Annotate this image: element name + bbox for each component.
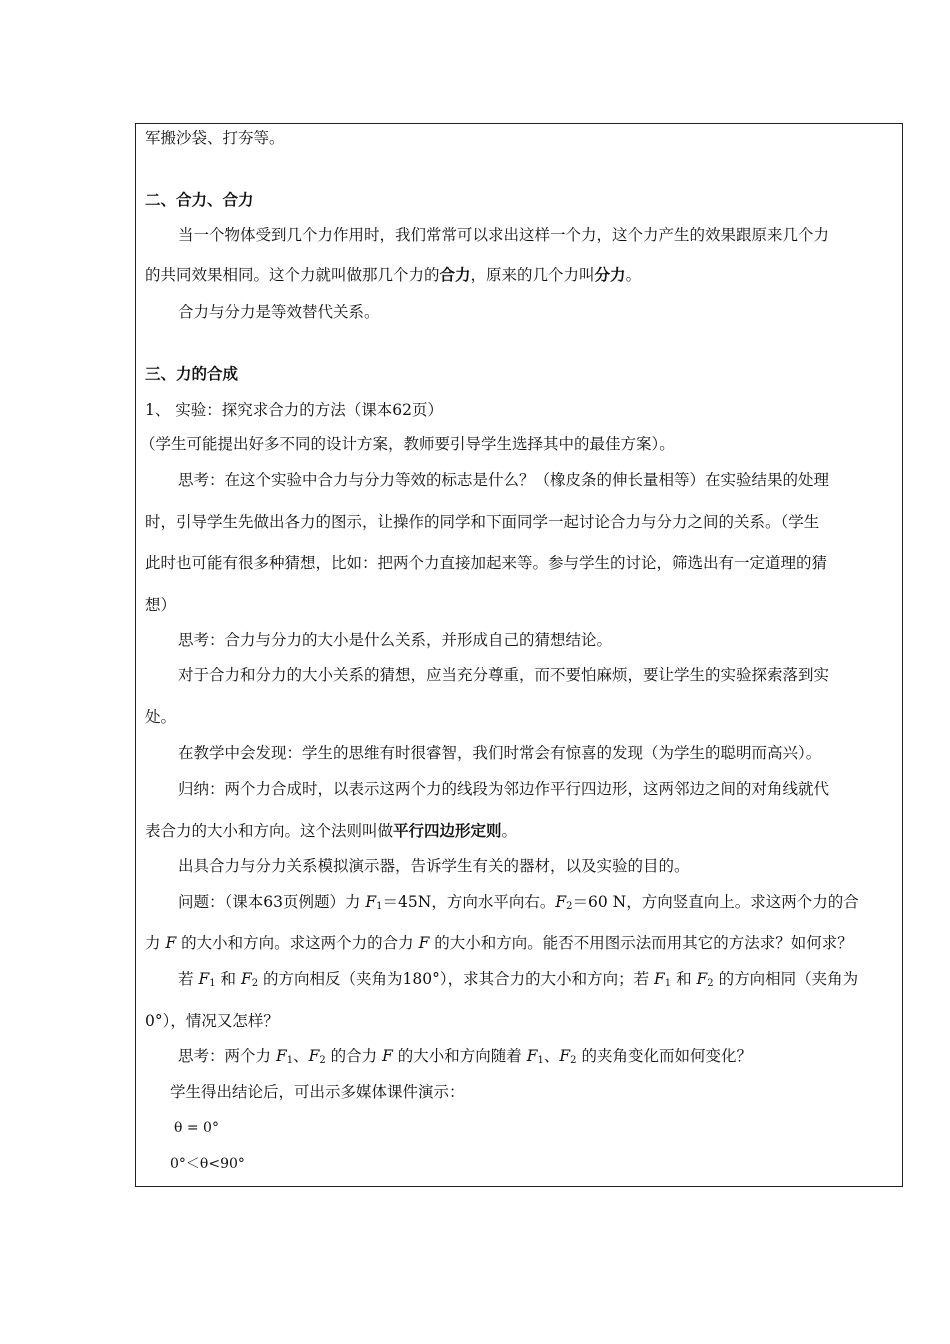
paragraph-line: 思考：在这个实验中合力与分力等效的标志是什么？（橡皮条的伸长量相等）在实验结果的处理	[178, 471, 830, 489]
paragraph-line: 0°），情况又怎样？	[145, 1012, 279, 1030]
paragraph-line: 的共同效果相同。这个力就叫做那几个力的合力，原来的几个力叫分力。	[145, 266, 642, 284]
paragraph-line: 力 F 的大小和方向。求这两个力的合力 F 的大小和方向。能否不用图示法而用其它的方法求？如何求？	[145, 934, 853, 952]
paragraph-line: 问题：（课本63页例题）力 $F_1=45N$，方向水平向右。$F_2=60$ N，方向竖直向上。求这两个力的合	[178, 893, 859, 912]
paragraph-line: （学生可能提出好多不同的设计方案，教师要引导学生选择其中的最佳方案）。	[140, 435, 675, 453]
paragraph-line: 思考：合力与分力的大小是什么关系，并形成自己的猜想结论。	[178, 631, 613, 649]
paragraph-line: 若 $F_1$ 和 $F_2$ 的方向相反（夹角为180°），求其合力的大小和方向；若 $F_1$ 和 $F_2$ 的方向相同（夹角为	[178, 970, 859, 989]
paragraph-line: 归纳：两个力合成时，以表示这两个力的线段为邻边作平行四边形，这两邻边之间的对角线就代	[178, 780, 830, 798]
text-line: 军搬沙袋、打夯等。	[145, 129, 285, 147]
subsection-heading: 1、 实验：探究求合力的方法（课本62页）	[145, 401, 444, 419]
term-component-force: 分力	[594, 266, 626, 284]
paragraph-line: 时，引导学生先做出各力的图示，让操作的同学和下面同学一起讨论合力与分力之间的关系。（学生	[145, 513, 820, 531]
paragraph-line: 合力与分力是等效替代关系。	[178, 303, 380, 321]
formula-line: 0°＜θ<90°	[170, 1156, 245, 1172]
paragraph-line: 此时也可能有很多种猜想，比如：把两个力直接加起来等。参与学生的讨论，筛选出有一定道理的猜	[145, 554, 828, 572]
paragraph-line: 在教学中会发现：学生的思维有时很睿智，我们时常会有惊喜的发现（为学生的聪明而高兴）。	[178, 744, 822, 762]
paragraph-line: 处。	[145, 708, 177, 726]
paragraph-line: 出具合力与分力关系模拟演示器，告诉学生有关的器材，以及实验的目的。	[178, 857, 690, 875]
section-heading: 三、力的合成	[145, 365, 239, 383]
paragraph-line: 对于合力和分力的大小关系的猜想，应当充分尊重，而不要怕麻烦，要让学生的实验探索落到实	[178, 666, 830, 684]
paragraph-line: 学生得出结论后，可出示多媒体课件演示：	[170, 1083, 465, 1101]
section-heading: 二、合力、合力	[145, 191, 254, 209]
formula-line: θ = 0°	[174, 1120, 219, 1136]
paragraph-line: 想）	[145, 596, 177, 614]
paragraph-line: 当一个物体受到几个力作用时，我们常常可以求出这样一个力，这个力产生的效果跟原来几个力	[178, 226, 830, 244]
term-resultant-force: 合力	[439, 266, 471, 284]
term-parallelogram-rule: 平行四边形定则	[393, 822, 502, 840]
paragraph-line: 表合力的大小和方向。这个法则叫做平行四边形定则。	[145, 822, 518, 840]
paragraph-line: 思考：两个力 $F_1$、$F_2$ 的合力 F 的大小和方向随着 $F_1$、$F_2$ 的夹角变化而如何变化？	[178, 1047, 752, 1066]
